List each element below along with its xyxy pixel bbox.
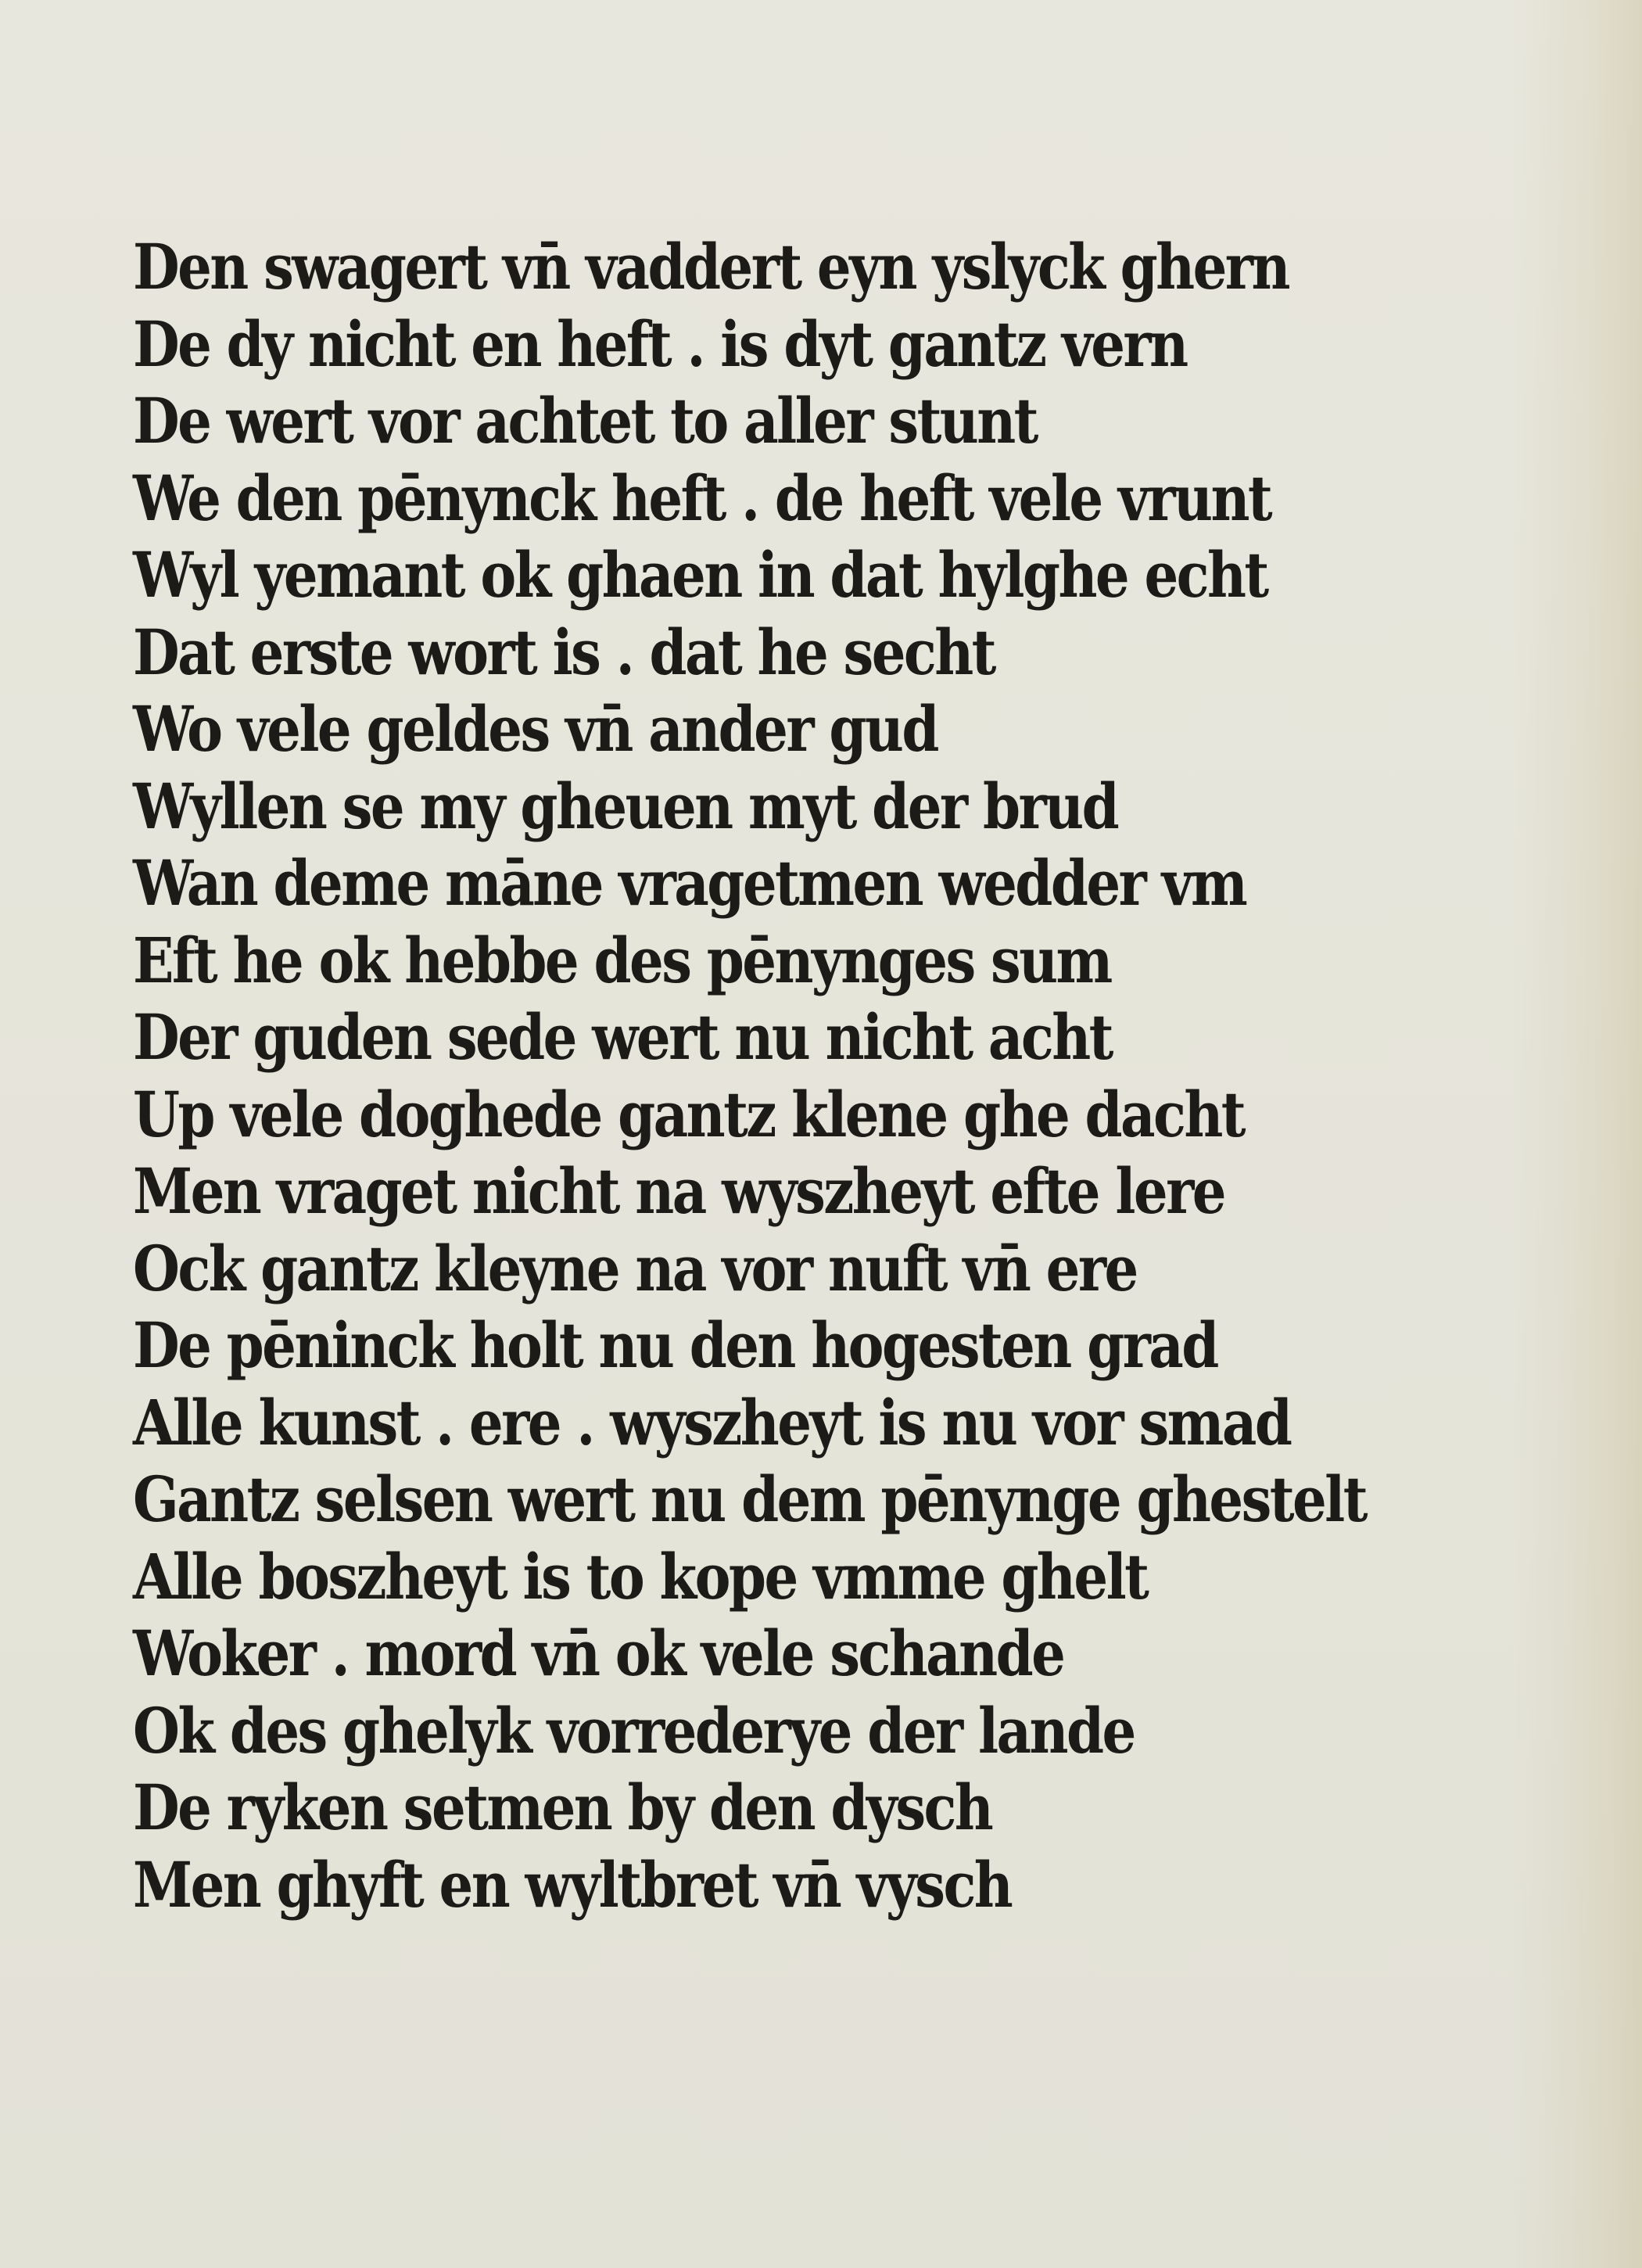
verse-block bbox=[133, 228, 1525, 1923]
verse-line-9: Wan deme māne vragetmen wedder vm bbox=[133, 846, 1246, 920]
verse-line-4: We den pēnynck heft . de heft vele vrunt bbox=[133, 461, 1271, 535]
verse-line-1: Den swagert vn̄ vaddert eyn yslyck ghern bbox=[133, 230, 1289, 303]
verse-line-8: Wyllen se my gheuen myt der brud bbox=[133, 769, 1118, 843]
verse-line-20: Ok des ghelyk vorrederye der lande bbox=[133, 1693, 1135, 1767]
verse-line-16: Alle kunst . ere . wyszheyt is nu vor smad bbox=[133, 1385, 1291, 1459]
verse-line-15: De pēninck holt nu den hogesten grad bbox=[133, 1308, 1217, 1382]
verse-line-17: Gantz selsen wert nu dem pēnynge ghestelt bbox=[133, 1462, 1366, 1536]
verse-line-5: Wyl yemant ok ghaen in dat hylghe echt bbox=[133, 538, 1267, 612]
verse-line-6: Dat erste wort is . dat he secht bbox=[133, 615, 995, 689]
verse-line-10: Eft he ok hebbe des pēnynges sum bbox=[133, 923, 1111, 997]
verse-line-2: De dy nicht en heft . is dyt gantz vern bbox=[133, 307, 1187, 381]
verse-line-22: Men ghyft en wyltbret vn̄ vysch bbox=[133, 1847, 1012, 1922]
verse-line-19: Woker . mord vn̄ ok vele schande bbox=[133, 1617, 1064, 1690]
verse-line-11: Der guden sede wert nu nicht acht bbox=[133, 1000, 1112, 1074]
verse-line-12: Up vele doghede gantz klene ghe dacht bbox=[133, 1077, 1245, 1151]
verse-line-21: De ryken setmen by den dysch bbox=[133, 1771, 992, 1844]
verse-line-18: Alle boszheyt is to kope vmme ghelt bbox=[133, 1539, 1148, 1613]
verse-line-13: Men vraget nicht na wyszheyt efte lere bbox=[133, 1154, 1224, 1228]
verse-line-3: De wert vor achtet to aller stunt bbox=[133, 384, 1037, 458]
verse-line-7: Wo vele geldes vn̄ ander gud bbox=[133, 692, 938, 766]
verse-line-14: Ock gantz kleyne na vor nuft vn̄ ere bbox=[133, 1231, 1137, 1305]
